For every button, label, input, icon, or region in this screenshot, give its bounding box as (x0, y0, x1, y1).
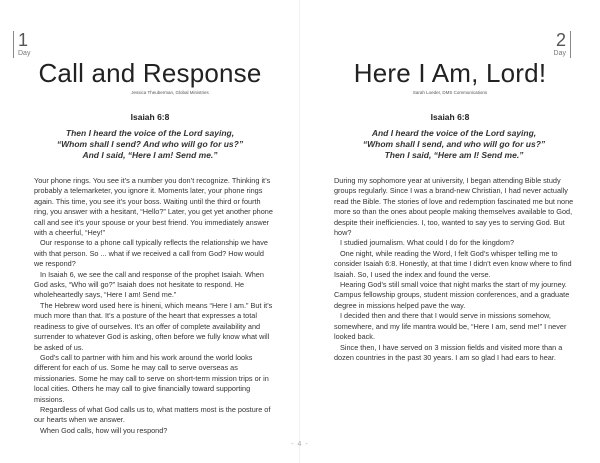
scripture-line: And I heard the voice of the Lord saying, (371, 128, 537, 138)
day-label: Day (18, 50, 31, 57)
scripture-quote (0, 128, 300, 161)
body-paragraph: Hearing God’s still small voice that night marks the start of my journey. Campus fellowship groups, student mission conferences, and a graduate degree in missions helped pave the way. (334, 280, 570, 310)
day-number: 2 (555, 30, 566, 50)
scripture-quote (304, 128, 600, 161)
body-paragraph: One night, while reading the Word, I felt God’s whisper telling me to consider Isaiah 6:8. Honestly, at that time I didn’t even know where to find Isaiah. So, I used the index and found the verse. (334, 248, 572, 279)
day-marker (536, 31, 571, 58)
scripture-line: And I said, “Here I am! Send me.” (82, 150, 218, 160)
body-paragraph: During my sophomore year at university, I began attending Bible study groups regularly. Since I was a brand-new Christian, I had never actually read the Bible. The stories of love and redemption fascinated me but none more so than the ones about people making themselves available to God, despite their inefficiencies. I, too, wanted to say yes to serving God. But how? (334, 176, 574, 238)
right-page (300, 0, 600, 463)
author-credit: Sarah Loeder, DMS Communications (412, 90, 488, 95)
body-paragraph: When God calls, how will you respond? (40, 425, 168, 435)
body-paragraph: Since then, I have served on 3 mission fields and visited more than a dozen countries in the past 30 years. I am so glad I had ears to hear. (334, 342, 563, 362)
scripture-reference: Isaiah 6:8 (430, 112, 470, 122)
body-paragraph: Regardless of what God calls us to, what matters most is the posture of our hearts when we answer. (34, 404, 271, 425)
devotional-title: Call and Response (38, 58, 262, 88)
scripture-line: Then I said, “Here am I! Send me.” (384, 150, 524, 160)
body-paragraph: Our response to a phone call typically reflects the relationship we have with that person. So ... what if we received a call from God? How would we respond? (34, 238, 268, 269)
page-number: - 4 - (291, 441, 309, 448)
devotional-body (34, 176, 274, 436)
body-paragraph: I studied journalism. What could I do for the kingdom? (340, 238, 514, 248)
author-credit: Jessica Theuberman, Global Ministries (131, 90, 209, 95)
body-paragraph: God’s call to partner with him and his work around the world looks different for each of us. Some he may call to serve overseas as missionaries. Some he may call to serve on short-term mission trips or in local cities. Others he may call to give financially toward supporting missions. (34, 352, 269, 404)
scripture-line: “Whom shall I send? And who will go for us?” (56, 139, 244, 149)
devotional-body (334, 176, 574, 363)
body-paragraph: Your phone rings. You see it’s a number you don’t recognize. Thinking it’s probably a telemarketer, you ignore it. Moments later, your phone rings again. This time, you see it’s your boss. Waiting until the third or fourth ring, you answer with a hesitant, “Hello?” Later, you get yet another phone call and see it’s your spouse or your best friend. You immediately answer with a cheerful, “Hey!” (34, 176, 273, 238)
scripture-line: Then I heard the voice of the Lord saying, (65, 128, 235, 138)
body-paragraph: I decided then and there that I would serve in missions somehow, somewhere, and my life mantra would be, “Here I am, send me!” I never looked back. (334, 311, 567, 342)
body-paragraph: In Isaiah 6, we see the call and response of the prophet Isaiah. When God asks, “Who will go?” Isaiah does not hesitate to respond. He wholeheartedly says, “Here I am! Send me.” (34, 269, 264, 300)
body-paragraph: The Hebrew word used here is hineni, which means “Here I am.” But it’s much more than that. It’s a posture of the heart that expresses a total readiness to give of ourselves. It’s an offer of complete availability and surrender to whatever God is asking, often before we fully know what will be asked of us. (34, 300, 273, 352)
day-marker (13, 31, 48, 58)
scripture-line: “Whom shall I send, and who will go for us?” (362, 139, 546, 149)
day-label: Day (553, 50, 566, 57)
day-number: 1 (18, 30, 29, 50)
scripture-reference: Isaiah 6:8 (130, 112, 170, 122)
devotional-title: Here I Am, Lord! (353, 58, 547, 88)
